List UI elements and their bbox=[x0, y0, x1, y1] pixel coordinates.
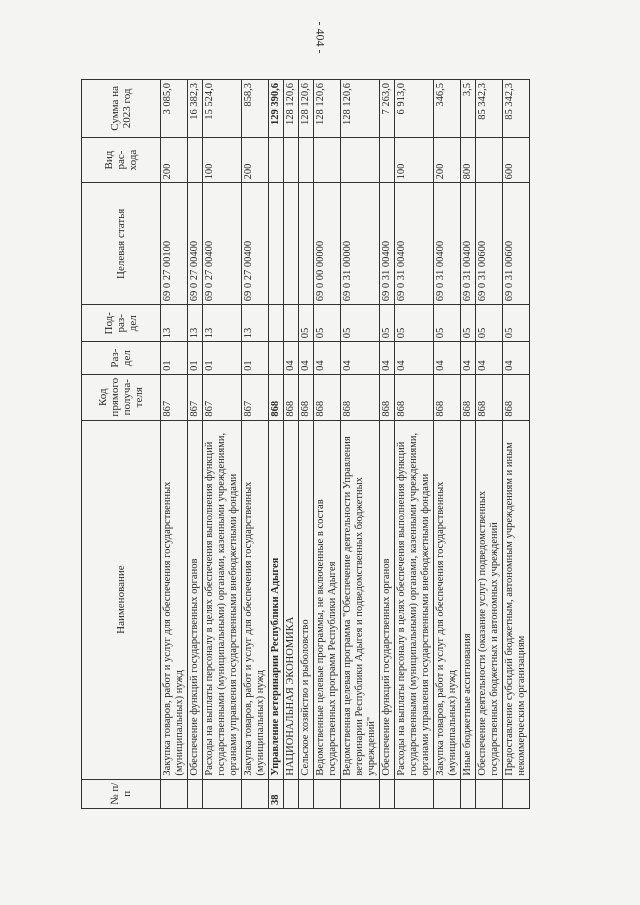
table-row bbox=[395, 80, 434, 809]
header-no: № п/п bbox=[82, 779, 161, 808]
cell-no bbox=[188, 779, 203, 808]
cell-sum: 346,5 bbox=[434, 80, 461, 138]
cell-no bbox=[476, 779, 503, 808]
cell-no bbox=[299, 779, 314, 808]
cell-subsection: 05 bbox=[434, 305, 461, 342]
cell-no bbox=[341, 779, 380, 808]
cell-name: Иные бюджетные ассигнования bbox=[461, 420, 476, 779]
cell-subsection: 05 bbox=[503, 305, 530, 342]
cell-name: Ведомственные целевые программы, не включенные в состав государственных программ Республики Адыгея bbox=[314, 420, 341, 779]
cell-code: 867 bbox=[203, 374, 242, 420]
cell-target bbox=[299, 183, 314, 305]
cell-sum: 85 342,3 bbox=[476, 80, 503, 138]
cell-kind: 200 bbox=[434, 137, 461, 183]
cell-no: 38 bbox=[269, 779, 284, 808]
cell-no bbox=[161, 779, 188, 808]
cell-no bbox=[380, 779, 395, 808]
cell-sum: 16 382,3 bbox=[188, 80, 203, 138]
cell-code: 868 bbox=[299, 374, 314, 420]
cell-sum: 129 390,6 bbox=[269, 80, 284, 138]
cell-kind bbox=[269, 137, 284, 183]
cell-no bbox=[395, 779, 434, 808]
header-sum: Сумма на 2023 год bbox=[82, 80, 161, 138]
cell-name: Обеспечение функций государственных органов bbox=[188, 420, 203, 779]
cell-name: Закупка товаров, работ и услуг для обеспечения государственных (муниципальных) нужд bbox=[242, 420, 269, 779]
cell-target bbox=[269, 183, 284, 305]
cell-section: 04 bbox=[284, 342, 299, 375]
cell-name: Расходы на выплаты персоналу в целях обеспечения выполнения функций государственными (муниципальными) органами, казенными учреждениями, органами управления государственными внебюджетными фондами bbox=[203, 420, 242, 779]
cell-target: 69 0 31 00400 bbox=[380, 183, 395, 305]
cell-subsection: 13 bbox=[203, 305, 242, 342]
cell-kind: 100 bbox=[395, 137, 434, 183]
cell-name: Предоставление субсидий бюджетным, автономным учреждениям и иным некоммерческим организациям bbox=[503, 420, 530, 779]
cell-sum: 3 085,0 bbox=[161, 80, 188, 138]
cell-sum: 7 263,0 bbox=[380, 80, 395, 138]
cell-no bbox=[434, 779, 461, 808]
cell-section: 04 bbox=[299, 342, 314, 375]
cell-no bbox=[314, 779, 341, 808]
table-row bbox=[341, 80, 380, 809]
cell-code: 867 bbox=[188, 374, 203, 420]
table-row bbox=[314, 80, 341, 809]
cell-code: 868 bbox=[314, 374, 341, 420]
cell-section: 01 bbox=[161, 342, 188, 375]
cell-kind bbox=[188, 137, 203, 183]
cell-subsection: 13 bbox=[161, 305, 188, 342]
cell-no bbox=[461, 779, 476, 808]
table-row bbox=[380, 80, 395, 809]
cell-kind: 600 bbox=[503, 137, 530, 183]
cell-subsection: 13 bbox=[242, 305, 269, 342]
cell-subsection: 05 bbox=[461, 305, 476, 342]
table-row bbox=[476, 80, 503, 809]
cell-name: Закупка товаров, работ и услуг для обеспечения государственных (муниципальных) нужд bbox=[434, 420, 461, 779]
cell-target: 69 0 27 00400 bbox=[203, 183, 242, 305]
page-number: - 404 - bbox=[313, 21, 328, 54]
cell-kind: 800 bbox=[461, 137, 476, 183]
cell-subsection: 05 bbox=[299, 305, 314, 342]
cell-code: 867 bbox=[161, 374, 188, 420]
cell-subsection: 05 bbox=[395, 305, 434, 342]
cell-section: 01 bbox=[242, 342, 269, 375]
cell-section: 04 bbox=[476, 342, 503, 375]
cell-code: 868 bbox=[341, 374, 380, 420]
header-kind: Вид рас-хода bbox=[82, 137, 161, 183]
cell-code: 868 bbox=[434, 374, 461, 420]
cell-section: 04 bbox=[341, 342, 380, 375]
table-row bbox=[284, 80, 299, 809]
cell-code: 868 bbox=[476, 374, 503, 420]
cell-target: 69 0 00 00000 bbox=[314, 183, 341, 305]
cell-code: 867 bbox=[242, 374, 269, 420]
cell-kind bbox=[284, 137, 299, 183]
table-row bbox=[503, 80, 530, 809]
header-section: Раз-дел bbox=[82, 342, 161, 375]
cell-no bbox=[503, 779, 530, 808]
table-row bbox=[188, 80, 203, 809]
table-row bbox=[203, 80, 242, 809]
header-subsection: Под-раз-дел bbox=[82, 305, 161, 342]
cell-code: 868 bbox=[269, 374, 284, 420]
cell-name: Управление ветеринарии Республики Адыгея bbox=[269, 420, 284, 779]
cell-no bbox=[284, 779, 299, 808]
cell-kind bbox=[341, 137, 380, 183]
cell-section: 04 bbox=[503, 342, 530, 375]
budget-table bbox=[81, 79, 530, 809]
cell-section: 04 bbox=[395, 342, 434, 375]
cell-kind bbox=[380, 137, 395, 183]
cell-code: 868 bbox=[380, 374, 395, 420]
cell-section: 04 bbox=[434, 342, 461, 375]
cell-subsection: 05 bbox=[380, 305, 395, 342]
cell-subsection bbox=[284, 305, 299, 342]
cell-subsection: 05 bbox=[341, 305, 380, 342]
table-row bbox=[461, 80, 476, 809]
cell-name: Закупка товаров, работ и услуг для обеспечения государственных (муниципальных) нужд bbox=[161, 420, 188, 779]
cell-sum: 85 342,3 bbox=[503, 80, 530, 138]
header-code: Код прямого получа-теля bbox=[82, 374, 161, 420]
cell-code: 868 bbox=[284, 374, 299, 420]
cell-sum: 6 913,0 bbox=[395, 80, 434, 138]
cell-sum: 128 120,6 bbox=[314, 80, 341, 138]
rotated-table-container bbox=[81, 79, 551, 809]
cell-name: Расходы на выплаты персоналу в целях обеспечения выполнения функций государственными (муниципальными) органами, казенными учреждениями, органами управления государственными внебюджетными фондами bbox=[395, 420, 434, 779]
cell-target: 69 0 27 00400 bbox=[242, 183, 269, 305]
cell-name: Сельское хозяйство и рыболовство bbox=[299, 420, 314, 779]
cell-target: 69 0 31 00000 bbox=[341, 183, 380, 305]
table-row bbox=[269, 80, 284, 809]
cell-sum: 128 120,6 bbox=[299, 80, 314, 138]
cell-code: 868 bbox=[461, 374, 476, 420]
cell-target: 69 0 27 00400 bbox=[188, 183, 203, 305]
cell-sum: 128 120,6 bbox=[284, 80, 299, 138]
cell-kind: 200 bbox=[242, 137, 269, 183]
cell-target: 69 0 31 00400 bbox=[395, 183, 434, 305]
cell-section: 01 bbox=[188, 342, 203, 375]
cell-section: 04 bbox=[380, 342, 395, 375]
cell-section: 04 bbox=[314, 342, 341, 375]
cell-target: 69 0 27 00100 bbox=[161, 183, 188, 305]
cell-name: Обеспечение деятельности (оказание услуг) подведомственных государственных бюджетных и автономных учреждений bbox=[476, 420, 503, 779]
cell-name: Ведомственная целевая программа "Обеспечение деятельности Управления ветеринарии Республики Адыгея и подведомственных бюджетных учреждений" bbox=[341, 420, 380, 779]
cell-sum: 15 524,0 bbox=[203, 80, 242, 138]
cell-section: 04 bbox=[461, 342, 476, 375]
header-target: Целевая статья bbox=[82, 183, 161, 305]
cell-section bbox=[269, 342, 284, 375]
cell-target: 69 0 31 00400 bbox=[434, 183, 461, 305]
table-row bbox=[161, 80, 188, 809]
cell-no bbox=[203, 779, 242, 808]
cell-kind bbox=[476, 137, 503, 183]
cell-code: 868 bbox=[503, 374, 530, 420]
table-row bbox=[242, 80, 269, 809]
cell-target bbox=[284, 183, 299, 305]
cell-sum: 3,5 bbox=[461, 80, 476, 138]
cell-target: 69 0 31 00600 bbox=[476, 183, 503, 305]
header-name: Наименование bbox=[82, 420, 161, 779]
cell-subsection: 05 bbox=[314, 305, 341, 342]
cell-no bbox=[242, 779, 269, 808]
cell-subsection: 05 bbox=[476, 305, 503, 342]
cell-section: 01 bbox=[203, 342, 242, 375]
table-header-row bbox=[82, 80, 161, 809]
table-body bbox=[161, 80, 530, 809]
cell-code: 868 bbox=[395, 374, 434, 420]
cell-kind bbox=[314, 137, 341, 183]
cell-name: Обеспечение функций государственных органов bbox=[380, 420, 395, 779]
table-row bbox=[299, 80, 314, 809]
cell-sum: 858,3 bbox=[242, 80, 269, 138]
cell-kind: 100 bbox=[203, 137, 242, 183]
cell-sum: 128 120,6 bbox=[341, 80, 380, 138]
cell-kind bbox=[299, 137, 314, 183]
cell-target: 69 0 31 00400 bbox=[461, 183, 476, 305]
table-row bbox=[434, 80, 461, 809]
cell-kind: 200 bbox=[161, 137, 188, 183]
cell-subsection bbox=[269, 305, 284, 342]
cell-name: НАЦИОНАЛЬНАЯ ЭКОНОМИКА bbox=[284, 420, 299, 779]
cell-subsection: 13 bbox=[188, 305, 203, 342]
cell-target: 69 0 31 00600 bbox=[503, 183, 530, 305]
